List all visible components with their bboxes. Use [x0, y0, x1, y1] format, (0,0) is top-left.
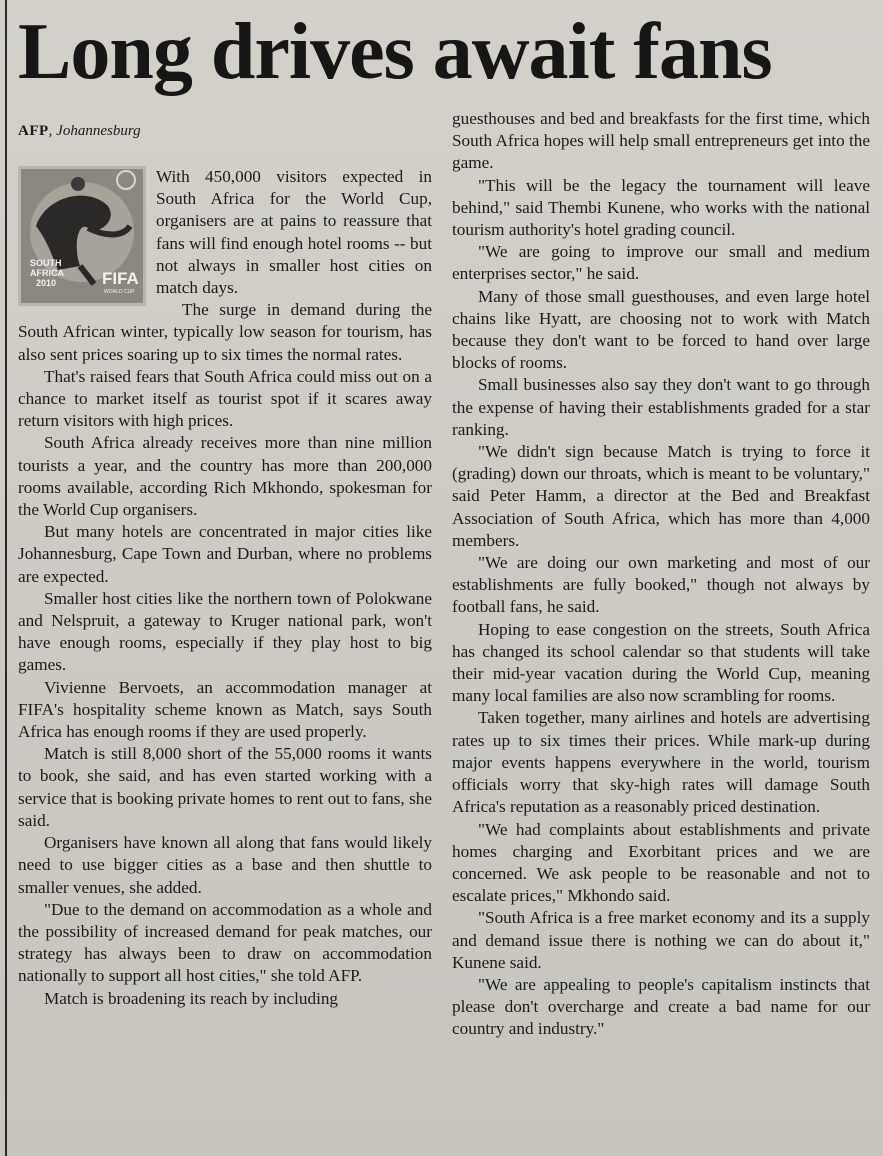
left-column [18, 118, 432, 1010]
paragraph: Small businesses also say they don't want to go through the expense of having their establishments graded for a star ranking. [452, 375, 870, 439]
paragraph: Match is broadening its reach by including [44, 988, 339, 1008]
paragraph: "We are appealing to people's capitalism instincts that please don't overcharge and create a bad name for our country and industry." [452, 974, 870, 1039]
paragraph: guesthouses and bed and breakfasts for the first time, which South Africa hopes will help small entrepreneurs get into the game. [452, 109, 870, 173]
logo-line1: SOUTH [30, 258, 62, 268]
paragraph: Match is still 8,000 short of the 55,000 rooms it wants to book, she said, and has even started working with a service that is booking private homes to rent out to fans, she said. [18, 744, 432, 830]
paragraph: Organisers have known all along that fans would likely need to use bigger cities as a base and then shuttle to smaller venues, she added. [18, 833, 432, 897]
paragraph: Smaller host cities like the northern town of Polokwane and Nelspruit, a gateway to Kruger national park, won't have enough rooms, especially if they play host to big games. [18, 588, 432, 675]
paragraph: With 450,000 visitors expected in South Africa for the World Cup, organisers are at pains to reassure that fans will find enough hotel rooms -- but not always in smaller host cities on match days. [156, 167, 432, 298]
logo-brand: FIFA [102, 269, 139, 288]
logo-sub: WORLD CUP [104, 289, 135, 295]
column-rule [5, 0, 7, 1156]
world-cup-logo [18, 166, 146, 306]
paragraph: But many hotels are concentrated in major cities like Johannesburg, Cape Town and Durban, where no problems are expected. [18, 522, 432, 586]
paragraph: "We are going to improve our small and medium enterprises sector," he said. [452, 242, 870, 284]
paragraph: "We had complaints about establishments and private homes charging and Exorbitant prices and we are concerned. We ask people to be reasonable and not to escalate prices," Mkhondo said. [452, 819, 870, 906]
paragraph: South Africa already receives more than nine million tourists a year, and the country has more than 200,000 rooms available, according Rich Mkhondo, spokesman for the World Cup organisers. [18, 433, 432, 520]
byline: AFP, Johannesburg [18, 123, 141, 139]
paragraph: "We didn't sign because Match is trying to force it (grading) down our throats, which is meant to be voluntary," said Peter Hamm, a director at the Bed and Breakfast Association of South Africa, which has more than 4,000 members. [452, 442, 870, 550]
paragraph: Many of those small guesthouses, and even large hotel chains like Hyatt, are choosing not to work with Match because they don't want to be forced to hand over large blocks of rooms. [452, 286, 870, 373]
paragraph: "Due to the demand on accommodation as a whole and the possibility of increased demand for peak matches, our strategy has always been to draw on accommodation nationally to support all host cities," she told AFP. [18, 899, 432, 986]
paragraph: "This will be the legacy the tournament will leave behind," said Thembi Kunene, who works with the national tourism authority's hotel grading council. [452, 175, 870, 240]
right-column [452, 108, 870, 1041]
world-cup-emblem-icon [18, 166, 146, 306]
paragraph: Vivienne Bervoets, an accommodation manager at FIFA's hospitality scheme known as Match, says South Africa has enough rooms if they are used properly. [18, 677, 432, 742]
logo-line2: AFRICA [30, 268, 64, 278]
byline-place: Johannesburg [56, 123, 141, 139]
headline: Long drives await fans [18, 8, 772, 96]
logo-line3: 2010 [36, 278, 57, 288]
paragraph: Hoping to ease congestion on the streets, South Africa has changed its school calendar so that students will take their mid-year vacation during the World Cup, meaning many local families are also now scrambling for rooms. [452, 619, 870, 706]
paragraph: Taken together, many airlines and hotels are advertising rates up to six times their prices. While mark-up during major events happens everywhere in the world, tourism officials worry that sky-high rates will damage South Africa's reputation as a reasonably priced destination. [452, 708, 870, 817]
paragraph: That's raised fears that South Africa could miss out on a chance to market itself as tourist spot if it scares away return visitors with high prices. [18, 366, 432, 431]
paragraph: "We are doing our own marketing and most of our establishments are fully booked," though not always by football fans, he said. [452, 553, 870, 617]
byline-agency: AFP [18, 123, 49, 139]
paragraph: The surge in demand during the South African winter, typically low season for tourism, has also sent prices soaring up to six times the normal rates. [18, 300, 432, 364]
paragraph: "South Africa is a free market economy and its a supply and demand issue there is nothing we can do about it," Kunene said. [452, 908, 870, 972]
